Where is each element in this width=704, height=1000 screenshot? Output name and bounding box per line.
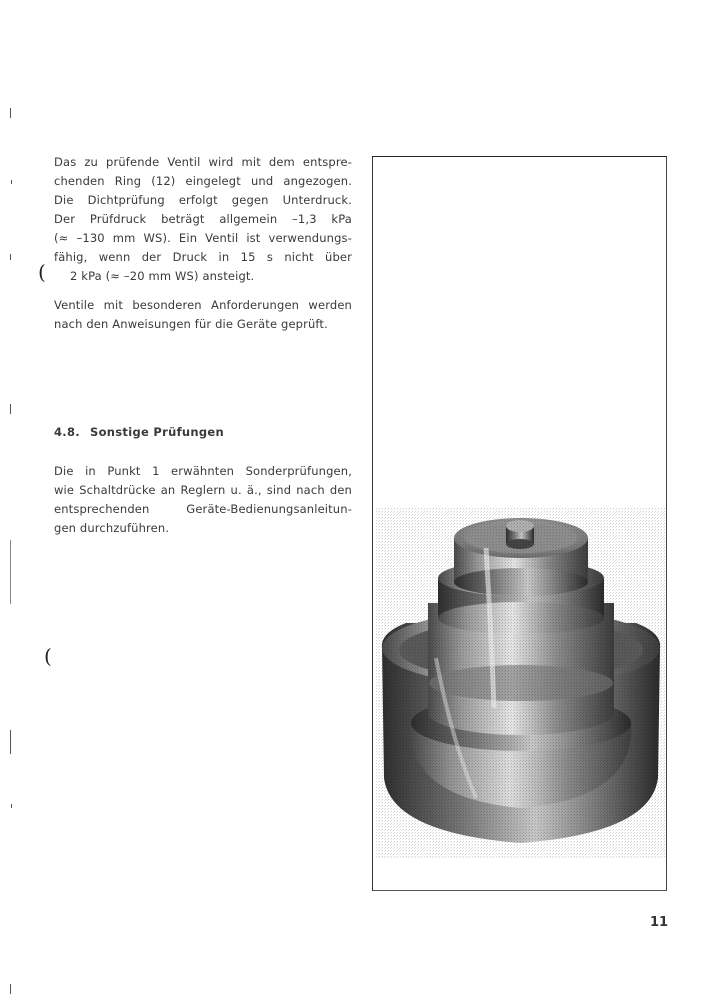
- section-number: 4.8.: [54, 425, 80, 439]
- text-line: wie Schaltdrücke an Reglern u. ä., sind nach den: [54, 483, 352, 497]
- text-line: Der Prüfdruck beträgt allgemein –1,3 kPa: [54, 212, 352, 226]
- text-line: Ventile mit besonderen Anforderungen werden: [54, 298, 352, 312]
- paragraph-valve-test: [54, 153, 352, 286]
- section-title: Sonstige Prüfungen: [90, 425, 224, 439]
- text-line: Das zu prüfende Ventil wird mit dem entspre-: [54, 155, 352, 169]
- margin-mark: [11, 180, 12, 184]
- margin-glyph: (: [44, 644, 52, 668]
- paragraph-special-requirements: [54, 296, 352, 334]
- text-line: entsprechenden Geräte-Bedienungsanleitun-: [54, 502, 352, 516]
- margin-mark: [10, 404, 11, 414]
- text-line: gen durchzuführen.: [54, 521, 170, 535]
- margin-glyph: (: [38, 260, 46, 284]
- text-line: Die in Punkt 1 erwähnten Sonderprüfungen,: [54, 464, 352, 478]
- text-line: fähig, wenn der Druck in 15 s nicht über: [54, 250, 352, 264]
- text-line: Die Dichtprüfung erfolgt gegen Unterdruck.: [54, 193, 352, 207]
- margin-mark: [10, 984, 11, 994]
- paragraph-other-tests: [54, 462, 352, 538]
- margin-mark: [11, 804, 12, 808]
- text-line: nach den Anweisungen für die Geräte geprüft.: [54, 317, 328, 331]
- page-number: 11: [650, 915, 669, 930]
- margin-mark: [10, 254, 11, 260]
- text-line: chenden Ring (12) eingelegt und angezogen.: [54, 174, 352, 188]
- section-heading: [54, 423, 352, 442]
- margin-mark: [10, 540, 11, 604]
- text-line: 2 kPa (≈ –20 mm WS) ansteigt.: [70, 269, 255, 283]
- margin-mark: [10, 730, 11, 754]
- margin-mark: [10, 108, 11, 118]
- valve-photo: [376, 508, 666, 858]
- text-line: (≈ –130 mm WS). Ein Ventil ist verwendungs-: [54, 231, 352, 245]
